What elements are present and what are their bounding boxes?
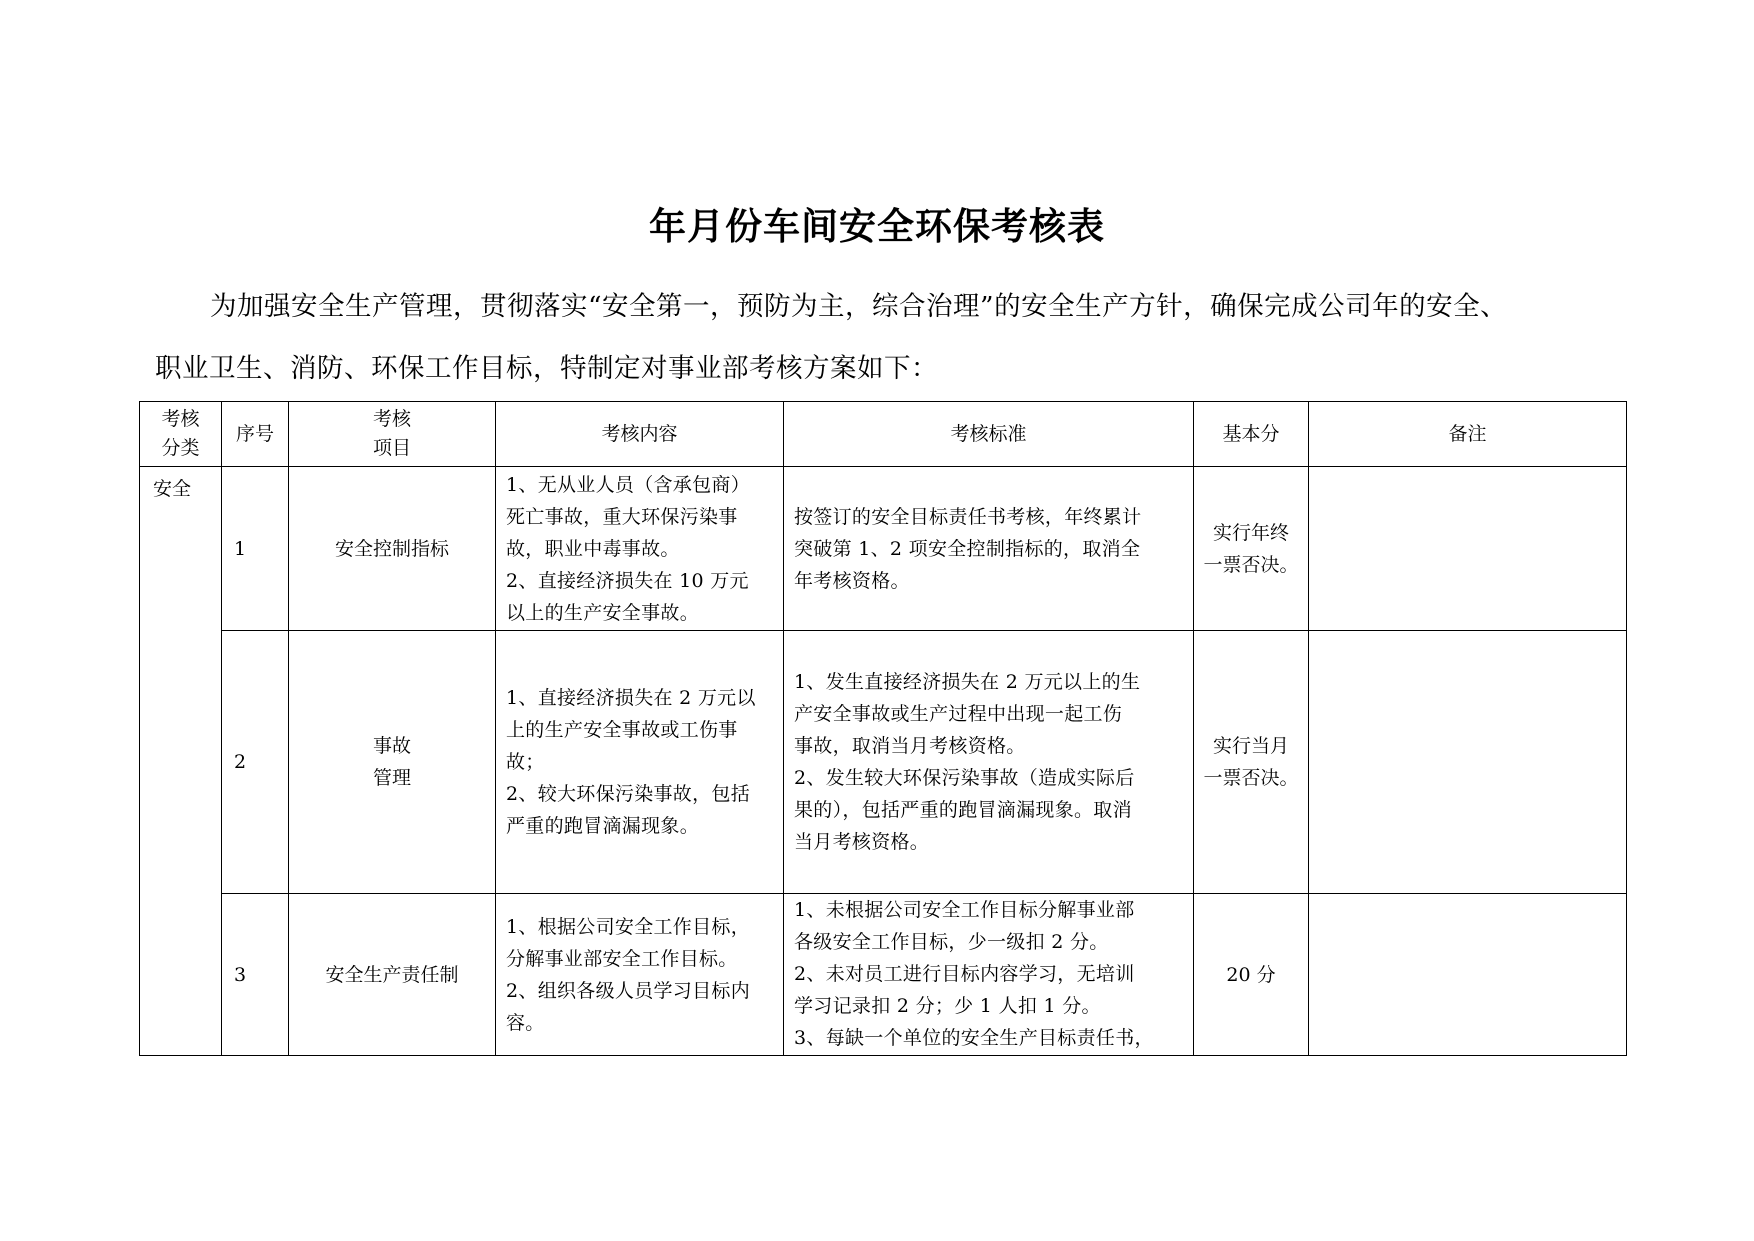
header-content: 考核内容 <box>496 402 784 467</box>
header-standard: 考核标准 <box>784 402 1194 467</box>
assessment-table <box>139 401 1627 1056</box>
standard-line: 突破第 1、2 项安全控制指标的，取消全 <box>794 537 1141 560</box>
content-line: 故，职业中毒事故。 <box>506 537 680 560</box>
content-cell <box>496 894 784 1056</box>
intro-paragraph-line-1: 为加强安全生产管理，贯彻落实“安全第一，预防为主，综合治理”的安全生产方针，确保完成公司年的安全、 <box>210 291 1508 322</box>
content-line: 1、无从业人员（含承包商） <box>506 473 750 496</box>
standard-cell <box>784 631 1194 894</box>
score-line: 一票否决。 <box>1203 767 1299 789</box>
item-cell: 安全控制指标 <box>289 467 496 631</box>
score-line: 实行年终 <box>1212 521 1289 544</box>
category-cell: 安全 <box>140 467 222 1056</box>
header-item-line-2: 项目 <box>372 437 411 459</box>
remark-cell <box>1309 894 1627 1056</box>
header-item <box>289 402 496 467</box>
document-title: 年月份车间安全环保考核表 <box>649 205 1105 248</box>
standard-line: 学习记录扣 2 分；少 1 人扣 1 分。 <box>794 995 1101 1017</box>
header-remark: 备注 <box>1309 402 1627 467</box>
content-line: 死亡事故，重大环保污染事 <box>506 505 738 528</box>
score-cell: 20 分 <box>1194 894 1309 1056</box>
standard-line: 产安全事故或生产过程中出现一起工伤 <box>794 703 1123 725</box>
item-cell <box>289 631 496 894</box>
content-cell <box>496 467 784 631</box>
score-cell <box>1194 631 1309 894</box>
remark-cell <box>1309 631 1627 894</box>
standard-line: 2、发生较大环保污染事故（造成实际后 <box>794 767 1135 789</box>
content-line: 上的生产安全事故或工伤事 <box>506 719 738 741</box>
content-line: 分解事业部安全工作目标。 <box>506 947 738 970</box>
header-category-line-1: 考核 <box>161 408 200 430</box>
standard-line: 按签订的安全目标责任书考核，年终累计 <box>794 505 1142 528</box>
standard-line: 当月考核资格。 <box>794 831 930 853</box>
item-cell: 安全生产责任制 <box>289 894 496 1056</box>
seq-cell: 2 <box>222 631 289 894</box>
content-line: 故； <box>506 751 545 773</box>
table-row <box>140 467 1627 631</box>
seq-cell: 3 <box>222 894 289 1056</box>
score-cell <box>1194 467 1309 631</box>
intro-paragraph-line-2: 职业卫生、消防、环保工作目标，特制定对事业部考核方案如下： <box>155 353 938 384</box>
standard-cell <box>784 894 1194 1056</box>
standard-line: 年考核资格。 <box>794 569 910 592</box>
header-seq: 序号 <box>222 402 289 467</box>
table-header-row <box>140 402 1627 467</box>
content-line: 2、较大环保污染事故，包括 <box>506 783 750 805</box>
header-category <box>140 402 222 467</box>
standard-line: 1、发生直接经济损失在 2 万元以上的生 <box>794 671 1141 693</box>
item-line: 管理 <box>372 767 411 789</box>
standard-line: 3、每缺一个单位的安全生产目标责任书， <box>794 1027 1154 1049</box>
content-line: 2、直接经济损失在 10 万元 <box>506 569 749 592</box>
content-line: 容。 <box>506 1011 545 1034</box>
content-cell <box>496 631 784 894</box>
table-row <box>140 894 1627 1056</box>
standard-line: 2、未对员工进行目标内容学习，无培训 <box>794 963 1135 985</box>
table-row <box>140 631 1627 894</box>
content-line: 以上的生产安全事故。 <box>506 601 700 624</box>
content-line: 严重的跑冒滴漏现象。 <box>506 815 700 837</box>
header-item-line-1: 考核 <box>372 408 411 430</box>
header-score: 基本分 <box>1194 402 1309 467</box>
standard-line: 各级安全工作目标，少一级扣 2 分。 <box>794 931 1109 953</box>
content-line: 2、组织各级人员学习目标内 <box>506 979 750 1002</box>
standard-cell <box>784 467 1194 631</box>
content-line: 1、根据公司安全工作目标， <box>506 915 750 938</box>
score-line: 实行当月 <box>1212 735 1289 757</box>
standard-line: 果的），包括严重的跑冒滴漏现象。取消 <box>794 799 1132 821</box>
seq-cell: 1 <box>222 467 289 631</box>
standard-line: 事故，取消当月考核资格。 <box>794 735 1026 757</box>
header-category-line-2: 分类 <box>161 437 200 459</box>
item-line: 事故 <box>372 735 411 757</box>
standard-line: 1、未根据公司安全工作目标分解事业部 <box>794 899 1135 921</box>
score-line: 一票否决。 <box>1203 553 1299 576</box>
content-line: 1、直接经济损失在 2 万元以 <box>506 687 756 709</box>
remark-cell <box>1309 467 1627 631</box>
